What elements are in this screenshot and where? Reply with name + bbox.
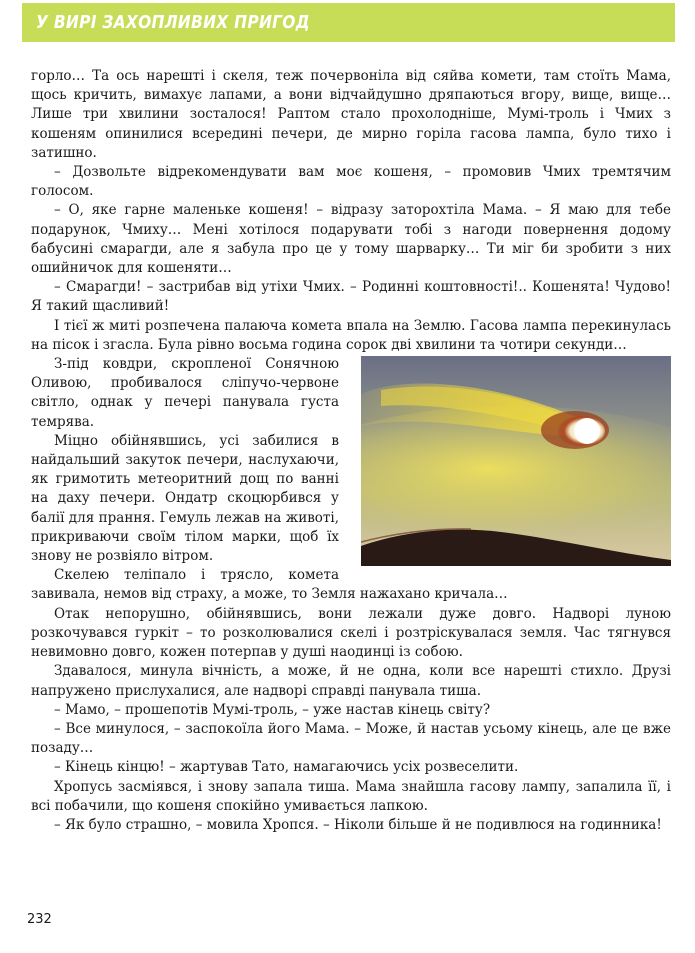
paragraph: – Все минулося, – заспокоїла його Мама. – Може, й настав усьому кінець, але це вже позаду… [31, 720, 671, 757]
paragraph: – Кінець кінцю! – жартував Тато, намагаючись усіх розвеселити. [54, 759, 519, 776]
comet-illustration [361, 356, 671, 566]
comet-picture [361, 356, 671, 566]
paragraph: – Мамо, – прошепотів Мумі-троль, – уже настав кінець світу? [54, 701, 491, 718]
section-header-bar [22, 3, 675, 42]
paragraph: – Дозвольте відрекомендувати вам моє кошеня, – промовив Чмих тремтячим голосом. [31, 164, 671, 200]
paragraph: – Як було страшно, – мовила Хропся. – Ніколи більше й не подивлюся на годинника! [54, 816, 662, 833]
paragraph: Здавалося, минула вічність, а може, й не одна, коли все нарешті стихло. Друзі напружено прислухалися, але надворі справді панувала тиша. [31, 663, 671, 699]
paragraph: Міцно обійнявшись, усі забилися в найдальший закуток печери, наслухаючи, як гримотить метеоритний дощ по ванні на даху печери. Ондатр скоцюрбився у балії для прання. Гемуль лежав на животі, прикриваючи своїм тілом марки, щоб їх знову не розвіяло вітром. [31, 432, 339, 565]
paragraph: Скелею теліпало і трясло, комета завивала, немов від страху, а може, то Земля нажахано кричала… [31, 567, 508, 603]
paragraph: – Смарагди! – застрибав від утіхи Чмих. – Родинні коштовності!.. Кошенята! Чудово! Я такий щасливий! [31, 279, 671, 315]
paragraph: І тієї ж миті розпечена палаюча комета впала на Землю. Гасова лампа перекинулась на пісок і згасла. Була рівно восьма година сорок дві хвилини та чотири секунди… [31, 317, 671, 353]
page-number: 232 [27, 912, 52, 927]
section-title: У ВИРІ ЗАХОПЛИВИХ ПРИГОД [36, 12, 310, 33]
paragraph: Отак непорушно, обійнявшись, вони лежали дуже довго. Надворі луною розкочувався гуркіт – то розколювалися скелі і розтріскувалася земля. Час тягнувся невимовно довго, кожен потерпав у душі наодинці із собою. [31, 605, 671, 661]
paragraph: Хропусь засміявся, і знову запала тиша. Мама знайшла гасову лампу, запалила її, і всі побачили, що кошеня спокійно умивається лапкою. [31, 778, 671, 814]
paragraph: – О, яке гарне маленьке кошеня! – відразу заторохтіла Мама. – Я маю для тебе подарунок, Чмиху… Мені хотілося подарувати тобі з нагоди повернення додому бабусині смарагди, але я забула про це у тому шарварку… Ти міг би зробити з них ошийничок для кошеняти… [31, 202, 671, 277]
paragraph: горло… Та ось нарешті і скеля, теж почервоніла від сяйва комети, там стоїть Мама, щось кричить, вимахує лапами, а вони відчайдушно дряпаються вгору, вище, вище… Лише три хвилини зосталося! Раптом стало прохолодніше, Мумі-троль і Чмих з кошеням опинилися всередині печери, де мирно горіла гасова лампа, було тихо і затишно. [31, 68, 671, 161]
story-text [31, 67, 671, 835]
paragraph: З-під ковдри, скропленої Сонячною Оливою, пробивалося сліпучо-червоне світло, однак у печері панувала густа темрява. [31, 356, 339, 430]
